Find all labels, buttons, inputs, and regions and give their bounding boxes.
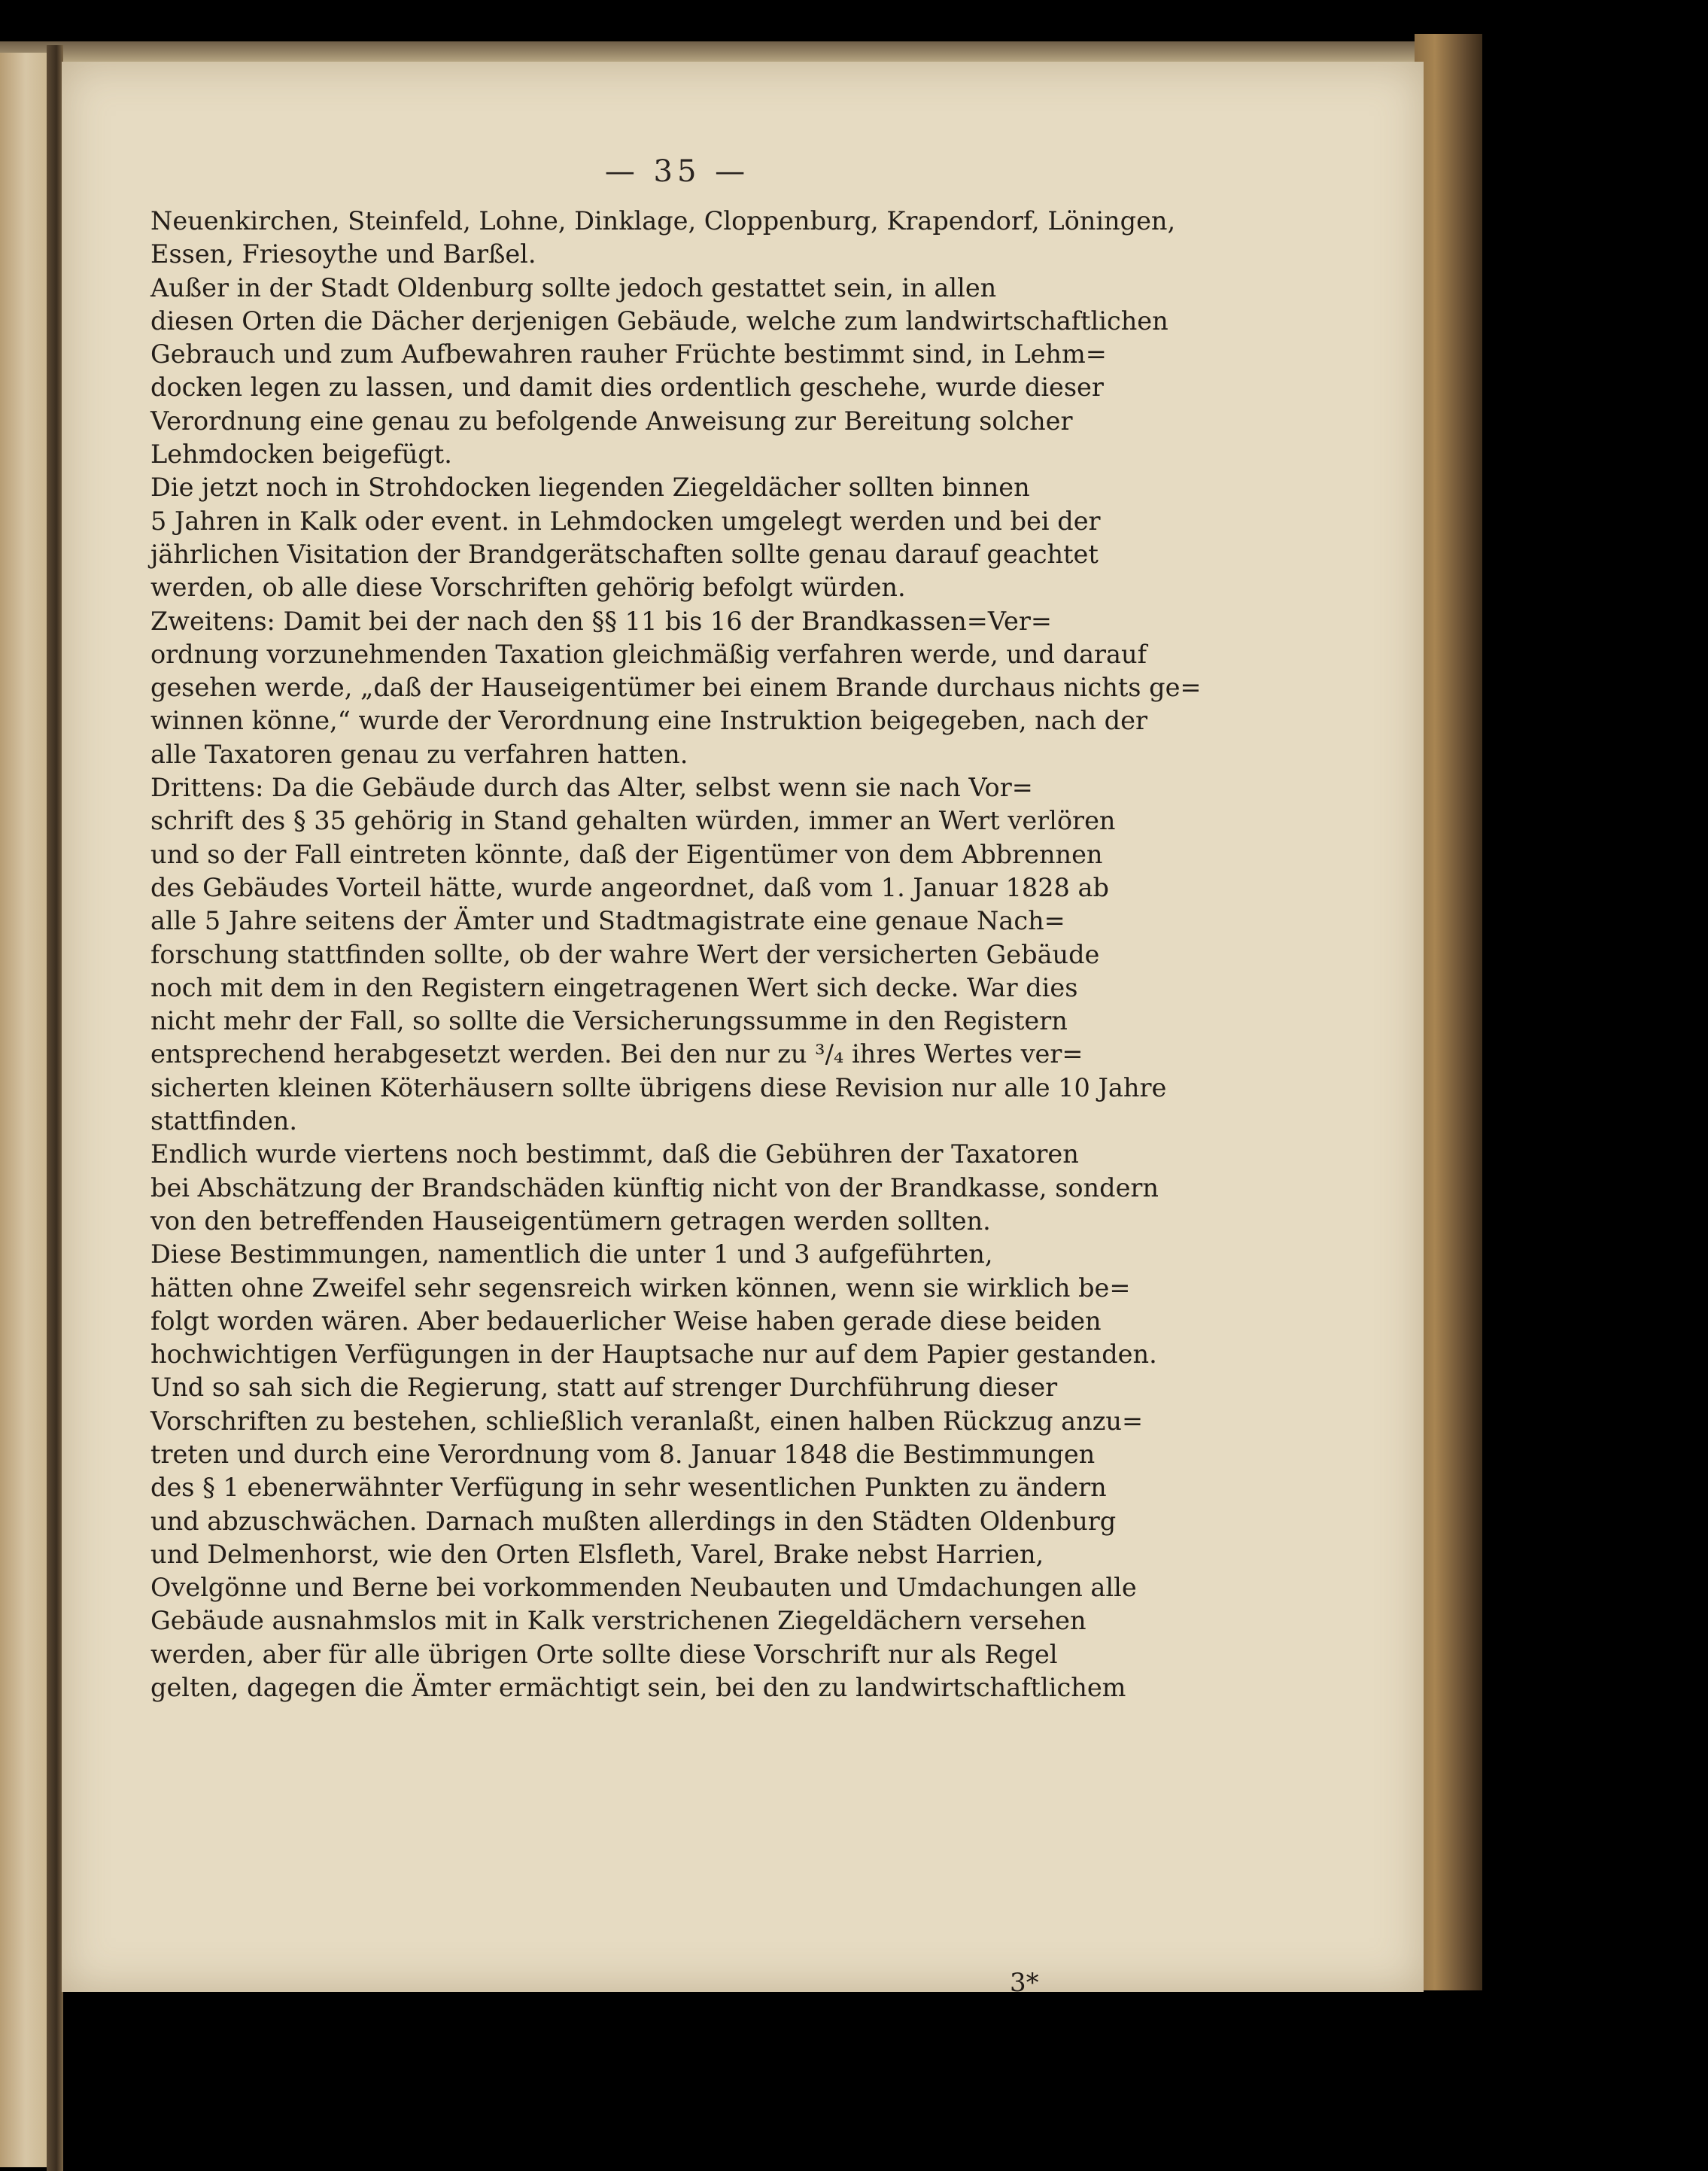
text-line: ordnung vorzunehmenden Taxation gleichmäßig verfahren werde, und darauf: [150, 639, 1147, 669]
text-line: Endlich wurde viertens noch bestimmt, daß die Gebühren der Taxatoren: [150, 1139, 1079, 1169]
text-line: Gebrauch und zum Aufbewahren rauher Früchte bestimmt sind, in Lehm=: [150, 339, 1107, 369]
body-text: [150, 205, 1202, 1704]
text-line: gelten, dagegen die Ämter ermächtigt sein, bei den zu landwirtschaftlichem: [150, 1673, 1126, 1703]
text-line: schrift des § 35 gehörig in Stand gehalten würden, immer an Wert verlören: [150, 806, 1116, 836]
text-line: Lehmdocken beigefügt.: [150, 439, 452, 470]
page-number: — 35 —: [604, 154, 750, 189]
text-line: nicht mehr der Fall, so sollte die Versicherungssumme in den Registern: [150, 1006, 1068, 1036]
text-line: werden, aber für alle übrigen Orte sollte diese Vorschrift nur als Regel: [150, 1639, 1058, 1669]
text-line: entsprechend herabgesetzt werden. Bei den nur zu ³/₄ ihres Wertes ver=: [150, 1039, 1083, 1069]
text-line: alle Taxatoren genau zu verfahren hatten.: [150, 739, 688, 769]
book-gutter: [47, 45, 63, 2171]
text-line: Außer in der Stadt Oldenburg sollte jedoch gestattet sein, in allen: [150, 272, 997, 303]
text-line: sicherten kleinen Köterhäusern sollte übrigens diese Revision nur alle 10 Jahre: [150, 1072, 1167, 1102]
text-line: 5 Jahren in Kalk oder event. in Lehmdocken umgelegt werden und bei der: [150, 506, 1101, 536]
text-line: diesen Orten die Dächer derjenigen Gebäude, welche zum landwirtschaftlichen: [150, 306, 1169, 336]
text-line: werden, ob alle diese Vorschriften gehörig befolgt würden.: [150, 573, 906, 603]
text-line: stattfinden.: [150, 1106, 297, 1136]
text-line: von den betreffenden Hauseigentümern getragen werden sollten.: [150, 1206, 991, 1236]
book-cover-edge: [1415, 34, 1482, 1990]
text-line: Und so sah sich die Regierung, statt auf strenger Durchführung dieser: [150, 1373, 1058, 1403]
text-line: Ovelgönne und Berne bei vorkommenden Neubauten und Umdachungen alle: [150, 1573, 1137, 1603]
text-line: und so der Fall eintreten könnte, daß der Eigentümer von dem Abbrennen: [150, 839, 1103, 869]
text-line: jährlichen Visitation der Brandgerätschaften sollte genau darauf geachtet: [150, 539, 1099, 569]
text-line: Drittens: Da die Gebäude durch das Alter, selbst wenn sie nach Vor=: [150, 773, 1033, 803]
text-line: bei Abschätzung der Brandschäden künftig nicht von der Brandkasse, sondern: [150, 1172, 1159, 1203]
text-line: hochwichtigen Verfügungen in der Hauptsache nur auf dem Papier gestanden.: [150, 1339, 1157, 1370]
text-line: folgt worden wären. Aber bedauerlicher Weise haben gerade diese beiden: [150, 1306, 1102, 1336]
left-page-edge: [0, 53, 47, 2167]
text-line: und abzuschwächen. Darnach mußten allerdings in den Städten Oldenburg: [150, 1506, 1117, 1536]
text-line: Zweitens: Damit bei der nach den §§ 11 bis 16 der Brandkassen=Ver=: [150, 606, 1052, 636]
text-line: Vorschriften zu bestehen, schließlich veranlaßt, einen halben Rückzug anzu=: [150, 1406, 1144, 1436]
text-line: treten und durch eine Verordnung vom 8. Januar 1848 die Bestimmungen: [150, 1439, 1096, 1469]
text-line: Gebäude ausnahmslos mit in Kalk verstrichenen Ziegeldächern versehen: [150, 1606, 1086, 1636]
text-line: und Delmenhorst, wie den Orten Elsfleth, Varel, Brake nebst Harrien,: [150, 1539, 1044, 1569]
text-line: hätten ohne Zweifel sehr segensreich wirken können, wenn sie wirklich be=: [150, 1272, 1131, 1303]
text-line: Diese Bestimmungen, namentlich die unter 1 und 3 aufgeführten,: [150, 1239, 993, 1269]
text-line: alle 5 Jahre seitens der Ämter und Stadtmagistrate eine genaue Nach=: [150, 906, 1065, 936]
text-line: des Gebäudes Vorteil hätte, wurde angeordnet, daß vom 1. Januar 1828 ab: [150, 872, 1109, 902]
text-line: des § 1 ebenerwähnter Verfügung in sehr wesentlichen Punkten zu ändern: [150, 1473, 1107, 1503]
text-line: winnen könne,“ wurde der Verordnung eine Instruktion beigegeben, nach der: [150, 706, 1147, 736]
signature-mark: 3*: [1010, 1968, 1039, 1998]
text-line: Neuenkirchen, Steinfeld, Lohne, Dinklage, Cloppenburg, Krapendorf, Löningen,: [150, 206, 1176, 236]
text-line: Verordnung eine genau zu befolgende Anweisung zur Bereitung solcher: [150, 406, 1073, 436]
text-line: docken legen zu lassen, und damit dies ordentlich geschehe, wurde dieser: [150, 372, 1104, 403]
text-line: noch mit dem in den Registern eingetragenen Wert sich decke. War dies: [150, 972, 1078, 1002]
text-line: gesehen werde, „daß der Hauseigentümer bei einem Brande durchaus nichts ge=: [150, 673, 1202, 703]
text-line: forschung stattfinden sollte, ob der wahre Wert der versicherten Gebäude: [150, 939, 1100, 969]
text-line: Die jetzt noch in Strohdocken liegenden Ziegeldächer sollten binnen: [150, 473, 1030, 503]
text-line: Essen, Friesoythe und Barßel.: [150, 239, 536, 269]
